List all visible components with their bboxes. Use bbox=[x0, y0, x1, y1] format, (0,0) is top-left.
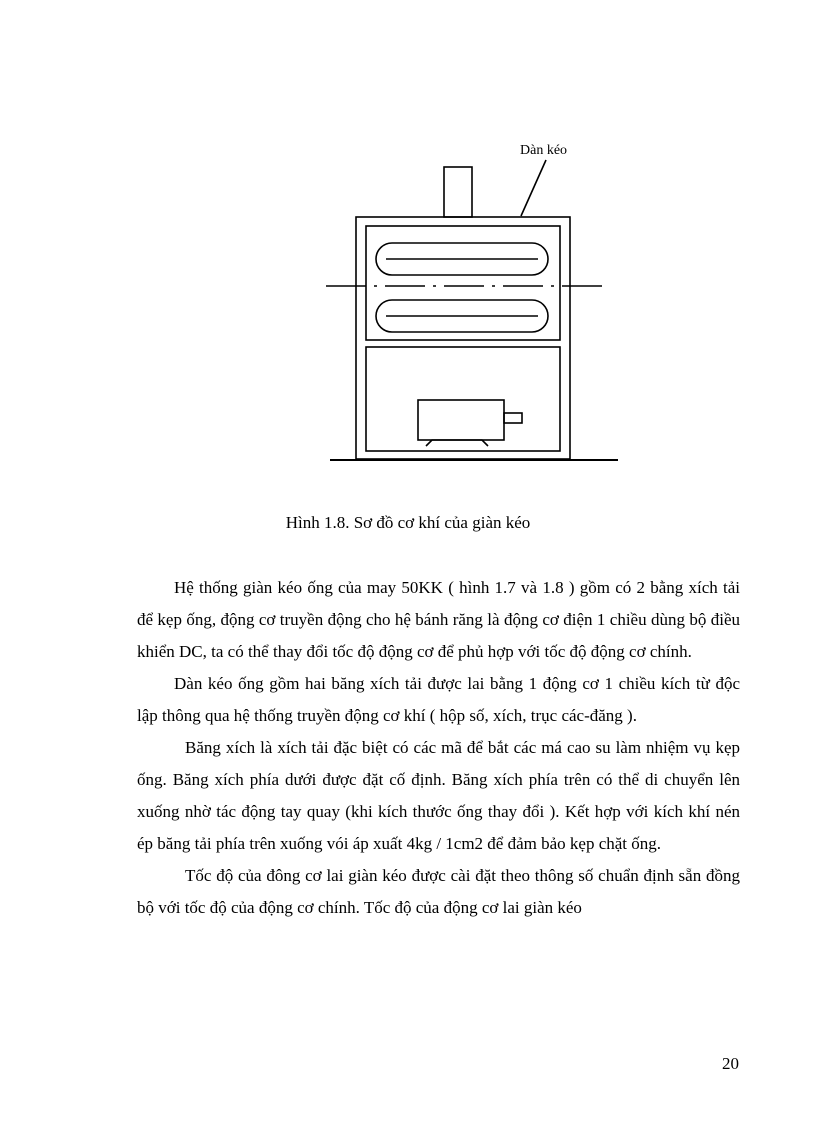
label-leader bbox=[521, 160, 546, 216]
page-number: 20 bbox=[722, 1054, 739, 1073]
body-text bbox=[137, 572, 740, 924]
top-chimney bbox=[444, 167, 472, 217]
dan-keo-label: Dàn kéo bbox=[520, 143, 568, 158]
paragraph-3: Băng xích là xích tải đặc biệt có các mã để bắt các má cao su làm nhiệm vụ kẹp ống. Băng xích phía dưới được đặt cố định. Băng xích phía trên có thể di chuyển lên xuống nhờ tác động tay quay (khi kích thước ống thay đổi ). Kết hợp với kích khí nén ép băng tải phía trên xuống vói áp xuất 4kg / 1cm2 để đảm bảo kẹp chặt ống. bbox=[137, 738, 740, 853]
motor-base bbox=[426, 440, 488, 446]
paragraph-4: Tốc độ của đông cơ lai giàn kéo được cài đặt theo thông số chuẩn định sẵn đồng bộ với tốc độ của động cơ chính. Tốc độ của động cơ lai giàn kéo bbox=[137, 866, 740, 917]
figure-caption: Hình 1.8. Sơ đồ cơ khí của giàn kéo bbox=[285, 513, 531, 532]
outer-frame bbox=[356, 217, 570, 459]
dc-motor bbox=[418, 400, 504, 440]
paragraph-2: Dàn kéo ống gồm hai băng xích tải được lai bằng 1 động cơ 1 chiều kích từ độc lập thông qua hệ thống truyền động cơ khí ( hộp số, xích, trục các-đăng ). bbox=[137, 674, 740, 725]
lower-compartment bbox=[366, 347, 560, 451]
mechanical-diagram bbox=[0, 0, 816, 480]
paragraph-1: Hệ thống giàn kéo ống của may 50KK ( hình 1.7 và 1.8 ) gồm có 2 bằng xích tải để kẹp ống, động cơ truyền động cho hệ bánh răng là động cơ điện 1 chiều dùng bộ điều khiển DC, ta có thể thay đổi tốc độ động cơ để phủ hợp với tốc độ động cơ chính. bbox=[137, 578, 740, 661]
motor-shaft bbox=[504, 413, 522, 423]
